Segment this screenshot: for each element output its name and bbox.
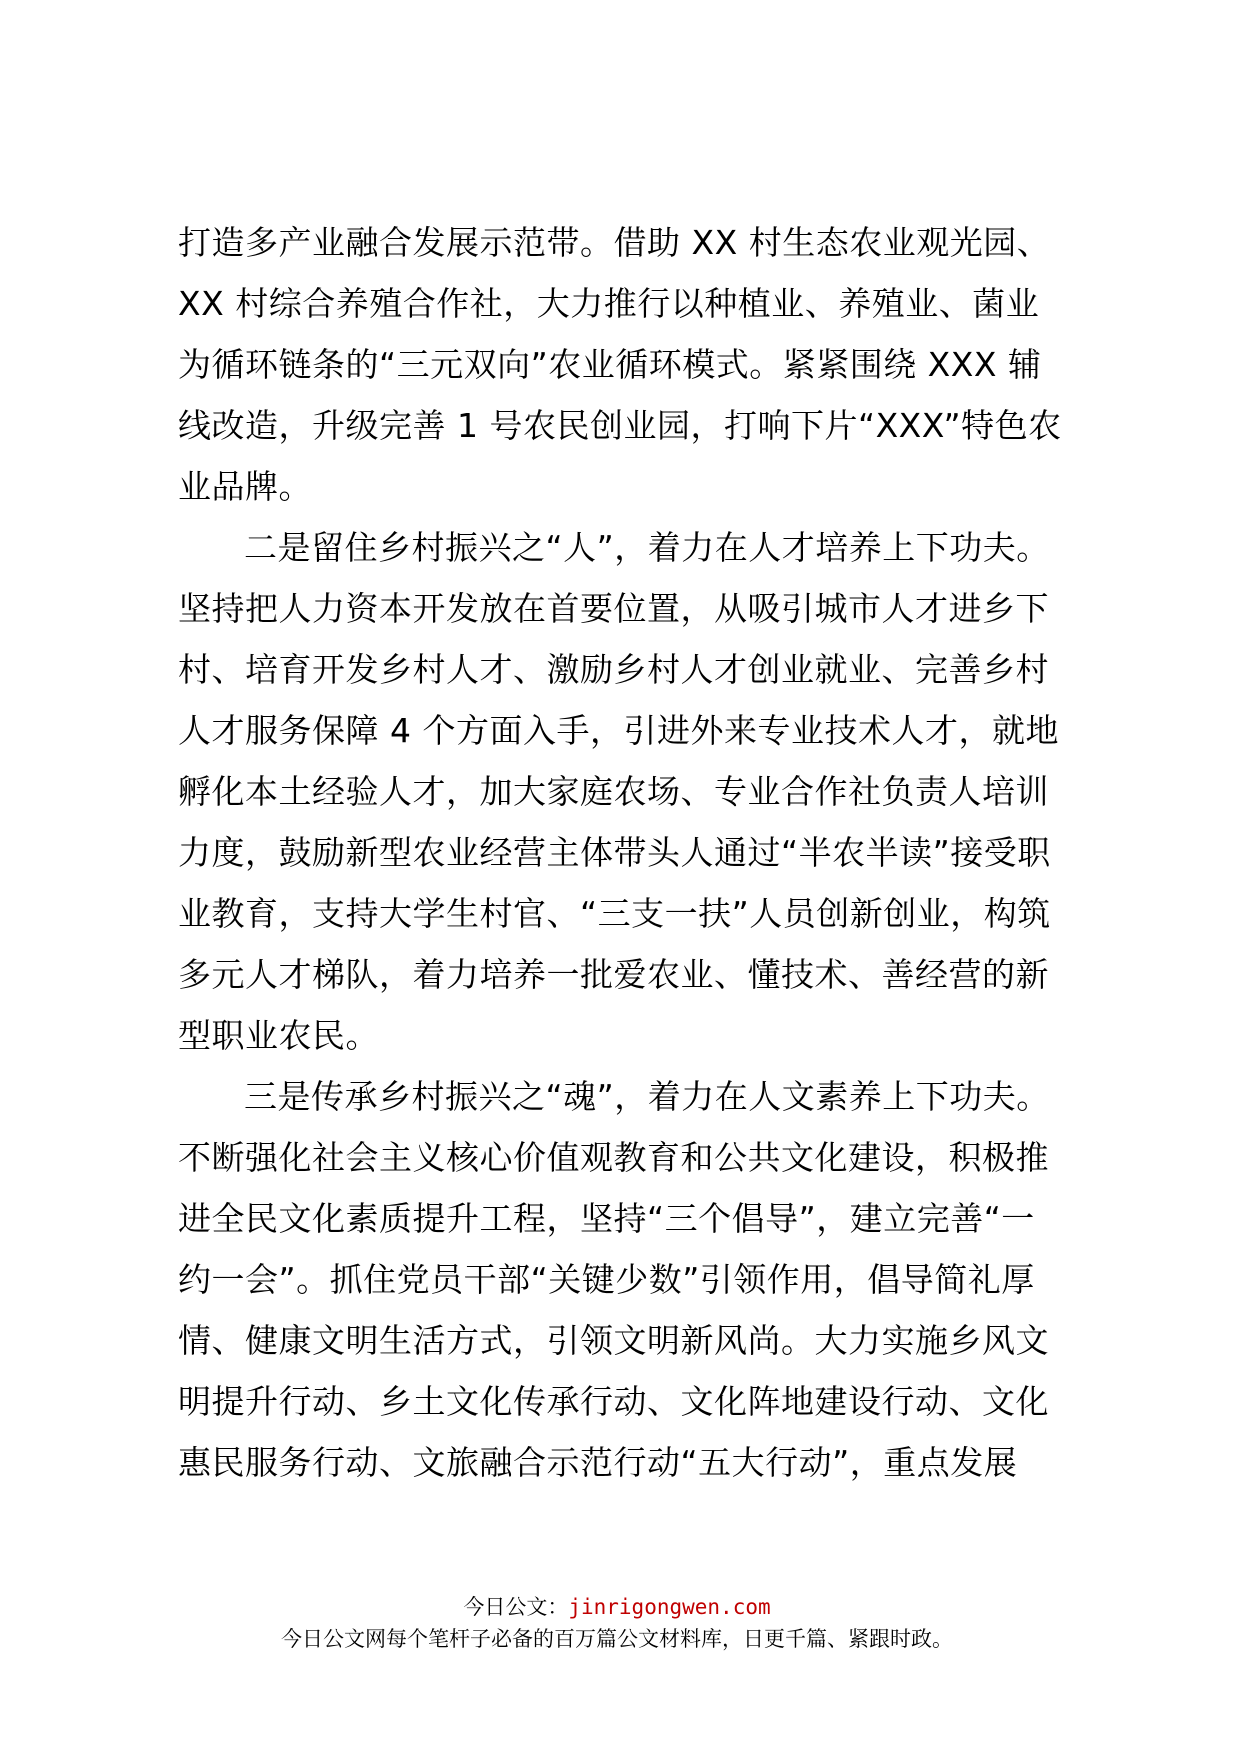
footer-source	[0, 1592, 1234, 1622]
text-line: 型职业农民。	[178, 1016, 379, 1055]
text-line: 坚持把人力资本开发放在首要位置，从吸引城市人才进乡下	[178, 589, 1049, 628]
paragraph-heading-line: 二是留住乡村振兴之“人”，着力在人才培养上下功夫。	[244, 528, 1050, 567]
text-line: 人才服务保障 4 个方面入手，引进外来专业技术人才，就地	[178, 711, 1059, 750]
footer-source-label: 今日公文：	[463, 1595, 569, 1619]
text-line: 明提升行动、乡土文化传承行动、文化阵地建设行动、文化	[178, 1382, 1049, 1421]
text-line: 孵化本土经验人才，加大家庭农场、专业合作社负责人培训	[178, 772, 1049, 811]
text-line: 进全民文化素质提升工程，坚持“三个倡导”，建立完善“一	[178, 1199, 1035, 1238]
text-line: 不断强化社会主义核心价值观教育和公共文化建设，积极推	[178, 1138, 1049, 1177]
paragraph-heading-line: 三是传承乡村振兴之“魂”，着力在人文素养上下功夫。	[244, 1077, 1050, 1116]
footer-slogan: 今日公文网每个笔杆子必备的百万篇公文材料库，日更千篇、紧跟时政。	[281, 1627, 953, 1651]
footer-source-link[interactable]: jinrigongwen.com	[568, 1595, 771, 1619]
text-line: 惠民服务行动、文旅融合示范行动“五大行动”，重点发展	[178, 1443, 1018, 1482]
document-body	[178, 212, 1078, 1493]
text-line: 多元人才梯队，着力培养一批爱农业、懂技术、善经营的新	[178, 955, 1049, 994]
text-line: 村、培育开发乡村人才、激励乡村人才创业就业、完善乡村	[178, 650, 1049, 689]
text-line: 业教育，支持大学生村官、“三支一扶”人员创新创业，构筑	[178, 894, 1051, 933]
text-line: XX 村综合养殖合作社，大力推行以种植业、养殖业、菌业	[178, 284, 1040, 323]
text-line: 情、健康文明生活方式，引领文明新风尚。大力实施乡风文	[178, 1321, 1049, 1360]
text-line: 力度，鼓励新型农业经营主体带头人通过“半农半读”接受职	[178, 833, 1051, 872]
text-line: 约一会”。抓住党员干部“关键少数”引领作用，倡导简礼厚	[178, 1260, 1035, 1299]
text-line: 打造多产业融合发展示范带。借助 XX 村生态农业观光园、	[178, 223, 1051, 262]
text-line: 业品牌。	[178, 467, 312, 506]
text-line: 线改造，升级完善 1 号农民创业园，打响下片“XXX”特色农	[178, 406, 1062, 445]
text-line: 为循环链条的“三元双向”农业循环模式。紧紧围绕 XXX 辅	[178, 345, 1042, 384]
